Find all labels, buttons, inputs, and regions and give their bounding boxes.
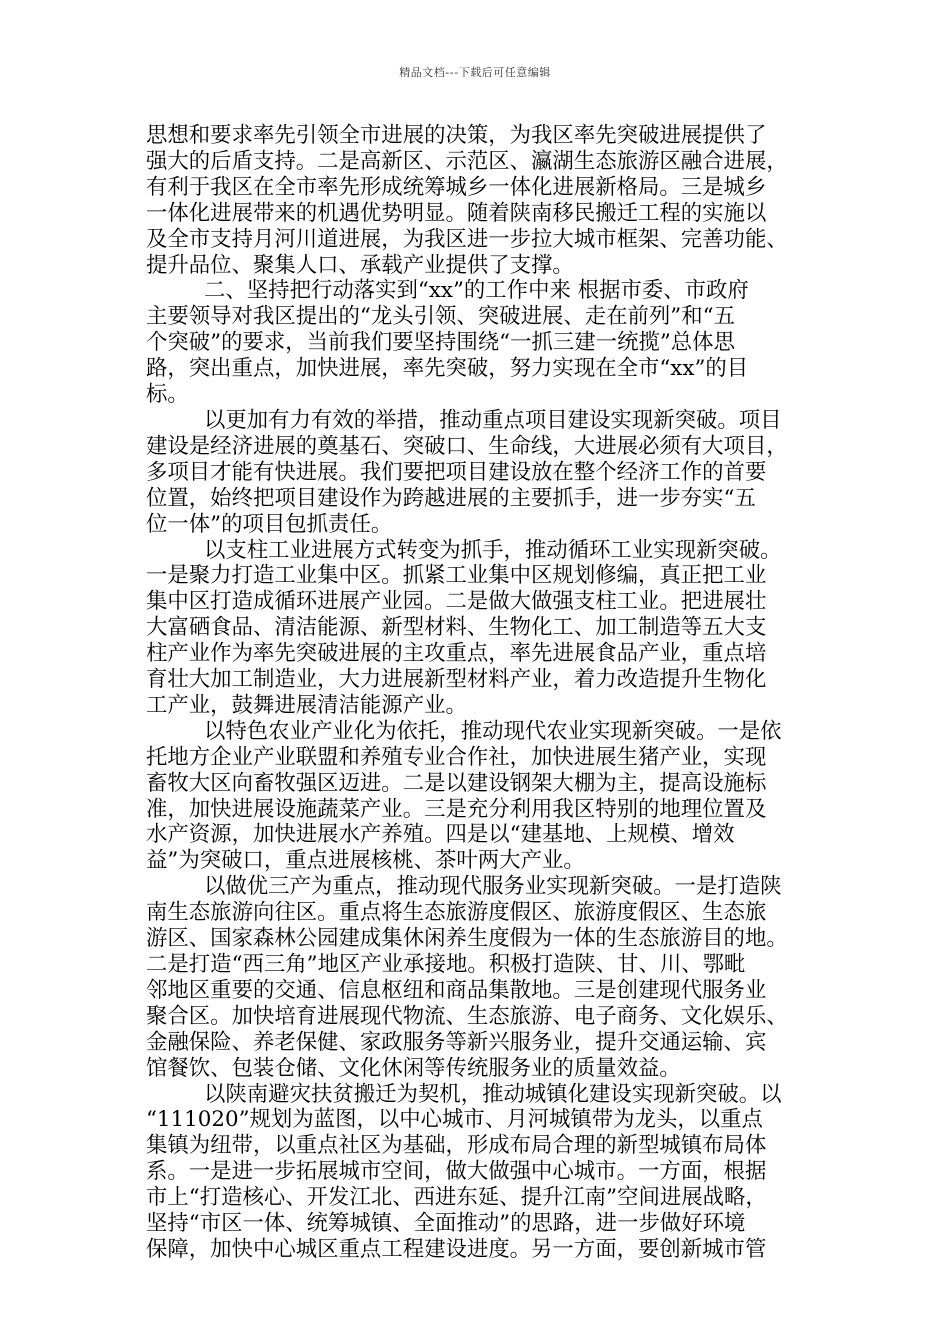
text-line: 游区、国家森林公园建成集休闲养生度假为一体的生态旅游目的地。 [146, 926, 788, 952]
text-line: 提升品位、聚集人口、承载产业提供了支撑。 [146, 252, 574, 278]
text-line: 工产业，鼓舞进展清洁能源产业。 [146, 692, 467, 718]
text-line: 有利于我区在全市率先形成统筹城乡一体化进展新格局。三是城乡 [146, 174, 767, 200]
text-line: 水产资源，加快进展水产养殖。四是以“建基地、上规模、增效 [146, 822, 735, 848]
text-line: 主要领导对我区提出的“龙头引领、突破进展、走在前列”和“五 [146, 304, 735, 330]
text-line: 保障，加快中心城区重点工程建设进度。另一方面，要创新城市管 [146, 1236, 767, 1262]
text-line: 以做优三产为重点，推动现代服务业实现新突破。一是打造陕 [204, 874, 782, 900]
text-line: 坚持“市区一体、统筹城镇、全面推动”的思路，进一步做好环境 [146, 1211, 746, 1237]
text-line: 位置，始终把项目建设作为跨越进展的主要抓手，进一步夯实“五 [146, 485, 756, 511]
text-line: 市上“打造核心、开发江北、西进东延、提升江南”空间进展战略， [146, 1185, 767, 1211]
text-line: 思想和要求率先引领全市进展的决策，为我区率先突破进展提供了 [146, 123, 767, 148]
text-line: 路，突出重点，加快进展，率先突破，努力实现在全市“xx”的目 [146, 356, 749, 382]
text-line: 二是打造“西三角”地区产业承接地。积极打造陕、甘、川、鄂毗 [146, 952, 746, 977]
text-line: 及全市支持月河川道进展，为我区进一步拉大城市框架、完善功能、 [146, 226, 788, 252]
page-header: 精品文档---下载后可任意编辑 [399, 66, 551, 79]
text-line: 集中区打造成循环进展产业园。二是做大做强支柱工业。把进展壮 [146, 589, 767, 615]
text-line: 金融保险、养老保健、家政服务等新兴服务业，提升交通运输、宾 [146, 1029, 767, 1055]
text-line: 集镇为纽带，以重点社区为基础，形成布局合理的新型城镇布局体 [146, 1133, 767, 1159]
text-line: 标。 [146, 382, 189, 408]
text-line: 聚合区。加快培育进展现代物流、生态旅游、电子商务、文化娱乐、 [146, 1003, 788, 1029]
text-line: 益”为突破口，重点进展核桃、茶叶两大产业。 [146, 848, 585, 874]
text-line: “111020”规划为蓝图，以中心城市、月河城镇带为龙头，以重点 [146, 1107, 763, 1133]
text-line: 系。一是进一步拓展城市空间，做大做强中心城市。一方面，根据 [146, 1159, 767, 1185]
text-line: 馆餐饮、包装仓储、文化休闲等传统服务业的质量效益。 [146, 1055, 681, 1081]
text-line: 强大的后盾支持。二是高新区、示范区、瀛湖生态旅游区融合进展， [146, 148, 788, 174]
text-line: 一体化进展带来的机遇优势明显。随着陕南移民搬迁工程的实施以 [146, 200, 767, 226]
text-line: 一是聚力打造工业集中区。抓紧工业集中区规划修编，真正把工业 [146, 563, 767, 589]
text-line: 以更加有力有效的举措，推动重点项目建设实现新突破。项目 [204, 407, 782, 433]
text-line: 多项目才能有快进展。我们要把项目建设放在整个经济工作的首要 [146, 459, 767, 485]
text-line: 畜牧大区向畜牧强区迈进。二是以建设钢架大棚为主，提高设施标 [146, 770, 767, 796]
text-line: 建设是经济进展的奠基石、突破口、生命线，大进展必须有大项目， [146, 433, 788, 459]
text-line: 以陕南避灾扶贫搬迁为契机，推动城镇化建设实现新突破。以 [204, 1081, 782, 1107]
text-line: 以支柱工业进展方式转变为抓手，推动循环工业实现新突破。 [204, 537, 782, 563]
text-line: 托地方企业产业联盟和养殖专业合作社，加快进展生猪产业，实现 [146, 744, 767, 770]
text-line: 邻地区重要的交通、信息枢纽和商品集散地。三是创建现代服务业 [146, 977, 767, 1003]
text-line: 准，加快进展设施蔬菜产业。三是充分利用我区特别的地理位置及 [146, 796, 767, 822]
text-line: 育壮大加工制造业，大力进展新型材料产业，着力改造提升生物化 [146, 667, 767, 693]
text-line: 柱产业作为率先突破进展的主攻重点，率先进展食品产业，重点培 [146, 641, 767, 667]
text-line: 大富硒食品、清洁能源、新型材料、生物化工、加工制造等五大支 [146, 615, 767, 641]
text-line: 二、坚持把行动落实到“xx”的工作中来 根据市委、市政府 [204, 278, 749, 304]
text-line: 南生态旅游向往区。重点将生态旅游度假区、旅游度假区、生态旅 [146, 900, 767, 926]
document-body [146, 123, 826, 1263]
text-line: 个突破”的要求，当前我们要坚持围绕“一抓三建一统揽”总体思 [146, 330, 735, 356]
text-line: 以特色农业产业化为依托，推动现代农业实现新突破。一是依 [204, 718, 782, 744]
text-line: 位一体”的项目包抓责任。 [146, 511, 393, 537]
